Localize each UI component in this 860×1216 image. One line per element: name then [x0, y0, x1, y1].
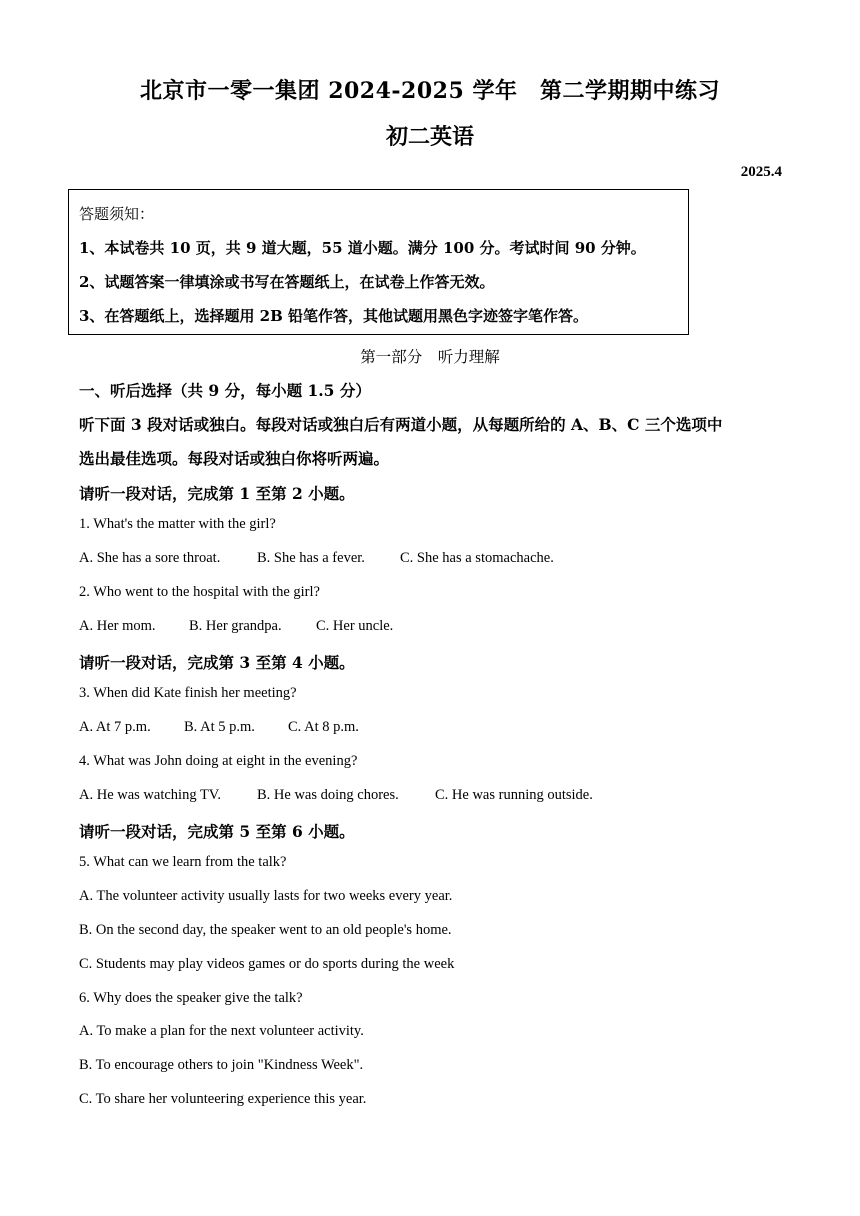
- question-options-1: [79, 550, 554, 567]
- option-5c: C. Students may play videos games or do sports during the week: [79, 956, 455, 972]
- option-5b: B. On the second day, the speaker went to an old people's home.: [79, 922, 452, 938]
- exam-date: 2025.4: [740, 164, 782, 180]
- option-5a: A. The volunteer activity usually lasts for two weeks every year.: [79, 888, 453, 904]
- subject-title: 初二英语: [385, 124, 474, 150]
- question-options-3: [79, 719, 359, 736]
- option-2c: C. Her uncle.: [316, 618, 394, 634]
- option-4a: A. He was watching TV.: [79, 787, 222, 803]
- question-options-4: [79, 787, 593, 804]
- section-title: 一、听后选择（共 9 分，每小题 1.5 分）: [79, 381, 371, 400]
- dialogue-prompt-1: 请听一段对话，完成第 1 至第 2 小题。: [79, 484, 355, 503]
- question-stem-3: 3. When did Kate finish her meeting?: [79, 685, 297, 701]
- option-4c: C. He was running outside.: [435, 787, 593, 803]
- option-3c: C. At 8 p.m.: [288, 719, 359, 735]
- option-3a: A. At 7 p.m.: [79, 719, 151, 735]
- question-stem-4: 4. What was John doing at eight in the evening?: [79, 753, 358, 769]
- option-6c: C. To share her volunteering experience this year.: [79, 1091, 367, 1107]
- exam-title: 北京市一零一集团 2024-2025 学年 第二学期期中练习: [140, 78, 720, 104]
- notice-item-3: 3、在答题纸上，选择题用 2B 铅笔作答，其他试题用黑色字迹签字笔作答。: [79, 307, 588, 325]
- question-stem-6: 6. Why does the speaker give the talk?: [79, 990, 303, 1006]
- instructions-line-1: 听下面 3 段对话或独白。每段对话或独白后有两道小题，从每题所给的 A、B、C 三个选项中: [79, 415, 723, 434]
- option-2b: B. Her grandpa.: [189, 618, 282, 634]
- question-stem-2: 2. Who went to the hospital with the girl?: [79, 584, 320, 600]
- option-1a: A. She has a sore throat.: [79, 550, 221, 566]
- notice-item-2: 2、试题答案一律填涂或书写在答题纸上，在试卷上作答无效。: [79, 273, 495, 291]
- question-stem-1: 1. What's the matter with the girl?: [79, 516, 276, 532]
- option-1c: C. She has a stomachache.: [400, 550, 554, 566]
- instructions-line-2: 选出最佳选项。每段对话或独白你将听两遍。: [79, 449, 390, 468]
- option-1b: B. She has a fever.: [257, 550, 365, 566]
- option-2a: A. Her mom.: [79, 618, 156, 634]
- dialogue-prompt-2: 请听一段对话，完成第 3 至第 4 小题。: [79, 653, 355, 672]
- question-options-2: [79, 618, 393, 635]
- notice-item-1: 1、本试卷共 10 页，共 9 道大题，55 道小题。满分 100 分。考试时间 90 分钟。: [79, 239, 646, 257]
- option-6b: B. To encourage others to join "Kindness Week".: [79, 1057, 364, 1073]
- question-stem-5: 5. What can we learn from the talk?: [79, 854, 287, 870]
- option-6a: A. To make a plan for the next volunteer activity.: [79, 1023, 364, 1039]
- notice-box: [68, 189, 689, 335]
- notice-heading: 答题须知：: [79, 205, 155, 223]
- option-4b: B. He was doing chores.: [257, 787, 399, 803]
- option-3b: B. At 5 p.m.: [184, 719, 255, 735]
- dialogue-prompt-3: 请听一段对话，完成第 5 至第 6 小题。: [79, 822, 355, 841]
- part-title: 第一部分 听力理解: [360, 348, 500, 366]
